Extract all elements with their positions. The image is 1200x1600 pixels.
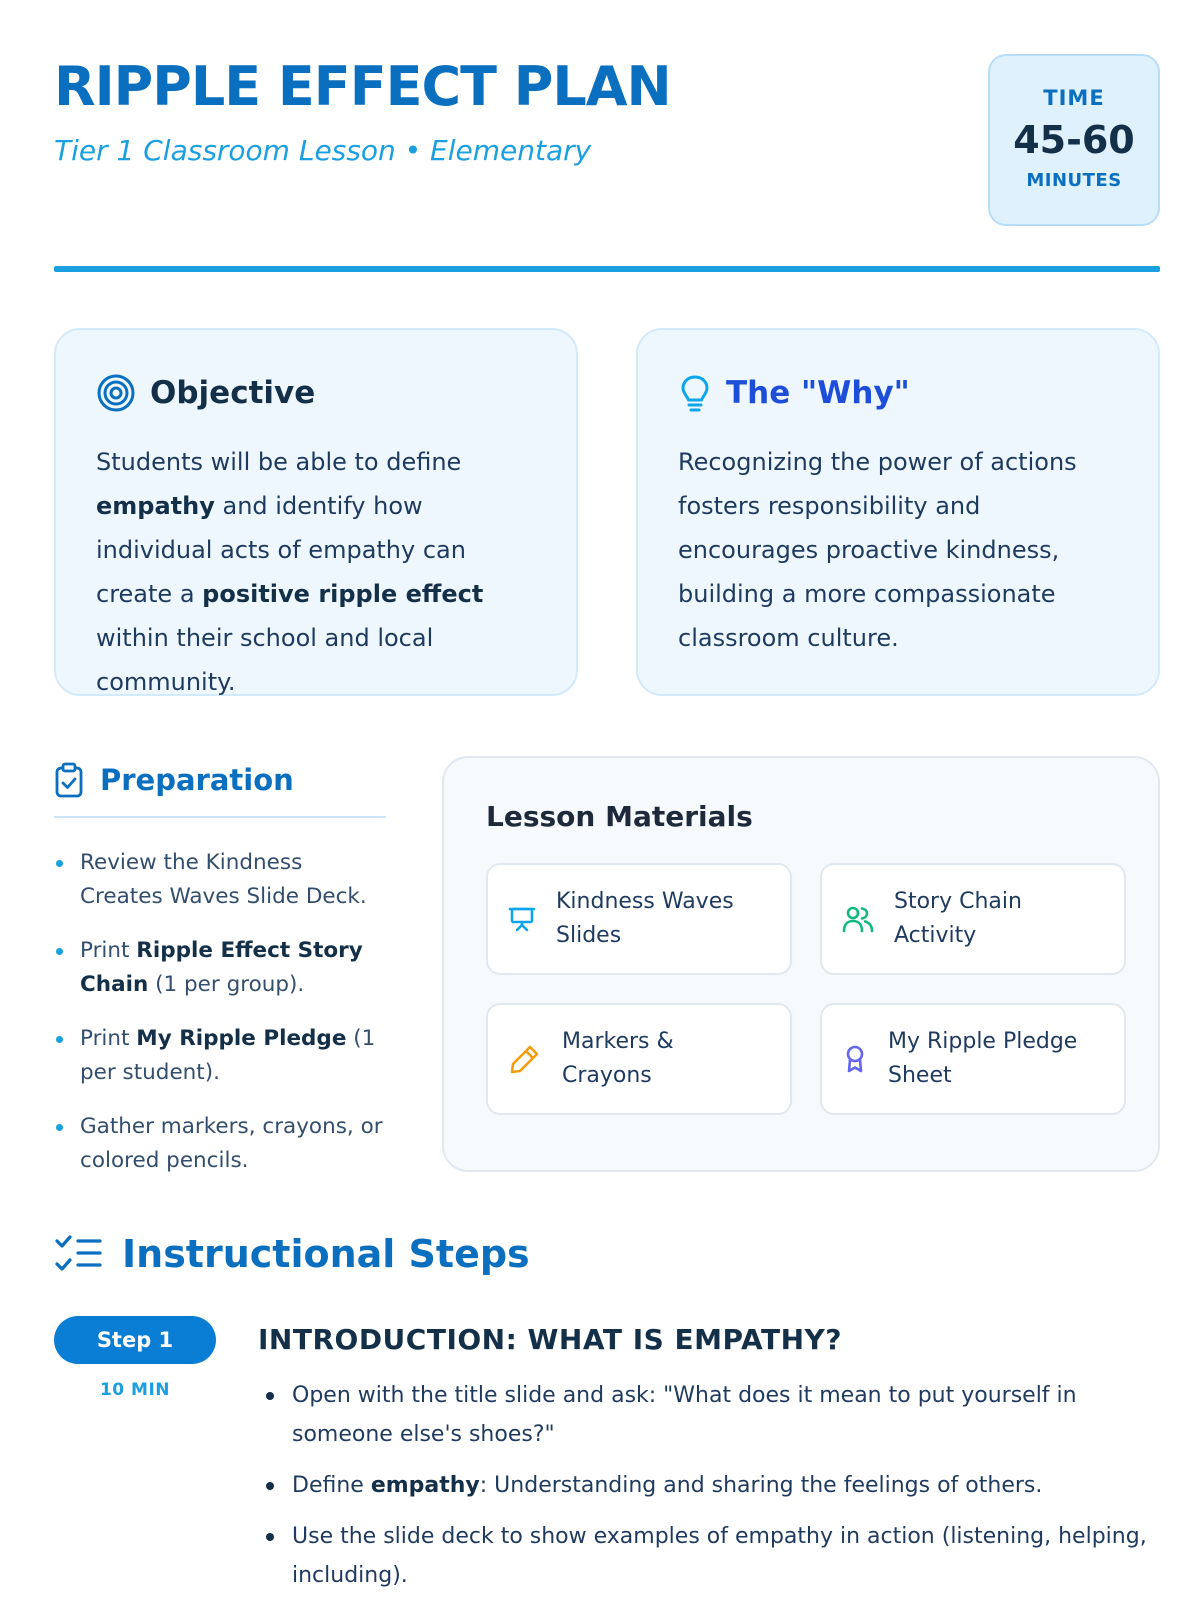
- preparation-header: [54, 758, 386, 818]
- why-title: The "Why": [726, 375, 910, 411]
- material-label: Story Chain Activity: [894, 889, 1022, 948]
- time-unit: MINUTES: [1026, 170, 1122, 191]
- why-card: [636, 328, 1160, 696]
- list-item: Gather markers, crayons, or colored pencils.: [54, 1110, 386, 1178]
- step-title: INTRODUCTION: WHAT IS EMPATHY?: [258, 1323, 843, 1356]
- materials-title: Lesson Materials: [486, 800, 753, 833]
- steps-header: [54, 1224, 530, 1284]
- time-label: TIME: [1043, 86, 1105, 110]
- preparation-list: [54, 846, 386, 1178]
- step-duration: 10 MIN: [99, 1380, 171, 1400]
- preparation-section: [54, 758, 386, 1198]
- lightbulb-icon: [678, 373, 712, 413]
- why-text: Recognizing the power of actions fosters responsibility and encourages proactive kindness, building a more compassionate classroom culture.: [678, 448, 1077, 652]
- clipboard-check-icon: [54, 762, 84, 798]
- page-header: [54, 52, 1160, 222]
- list-item: Review the Kindness Creates Waves Slide Deck.: [54, 846, 386, 914]
- users-icon: [842, 904, 874, 934]
- list-item: Open with the title slide and ask: "What does it mean to put yourself in someone else's shoes?": [258, 1376, 1160, 1454]
- objective-title: Objective: [150, 375, 316, 411]
- material-story-chain: [820, 863, 1126, 975]
- steps-title: Instructional Steps: [122, 1232, 530, 1276]
- material-pledge-sheet: [820, 1003, 1126, 1115]
- material-markers: [486, 1003, 792, 1115]
- pencil-icon: [508, 1042, 542, 1076]
- list-item: Define empathy: Understanding and sharing the feelings of others.: [258, 1466, 1160, 1505]
- why-header: [678, 368, 1118, 418]
- time-value: 45-60: [1013, 118, 1135, 162]
- step-bullets: [258, 1376, 1160, 1595]
- checklist-icon: [54, 1233, 102, 1275]
- header-divider: [54, 266, 1160, 272]
- page-title: RIPPLE EFFECT PLAN: [54, 55, 671, 118]
- material-label: Markers & Crayons: [562, 1029, 674, 1088]
- material-slides: [486, 863, 792, 975]
- lesson-materials-panel: [442, 756, 1160, 1172]
- objective-text: Students will be able to define empathy and identify how individual acts of empathy can create a positive ripple effect within their school and local community.: [96, 448, 484, 696]
- material-label: My Ripple Pledge Sheet: [888, 1029, 1078, 1088]
- time-badge: [988, 54, 1160, 226]
- objective-card: [54, 328, 578, 696]
- award-icon: [842, 1044, 868, 1074]
- step-badge: Step 1: [54, 1316, 216, 1364]
- list-item: Print My Ripple Pledge (1 per student).: [54, 1022, 386, 1090]
- presentation-icon: [508, 905, 536, 933]
- materials-grid: [486, 863, 1116, 1115]
- page-subtitle: Tier 1 Classroom Lesson • Elementary: [54, 134, 592, 167]
- target-icon: [96, 373, 136, 413]
- objective-header: [96, 368, 536, 418]
- material-label: Kindness Waves Slides: [556, 889, 734, 948]
- list-item: Use the slide deck to show examples of empathy in action (listening, helping, including).: [258, 1517, 1160, 1595]
- step-content: [258, 1316, 1160, 1600]
- preparation-title: Preparation: [100, 763, 294, 797]
- list-item: Print Ripple Effect Story Chain (1 per group).: [54, 934, 386, 1002]
